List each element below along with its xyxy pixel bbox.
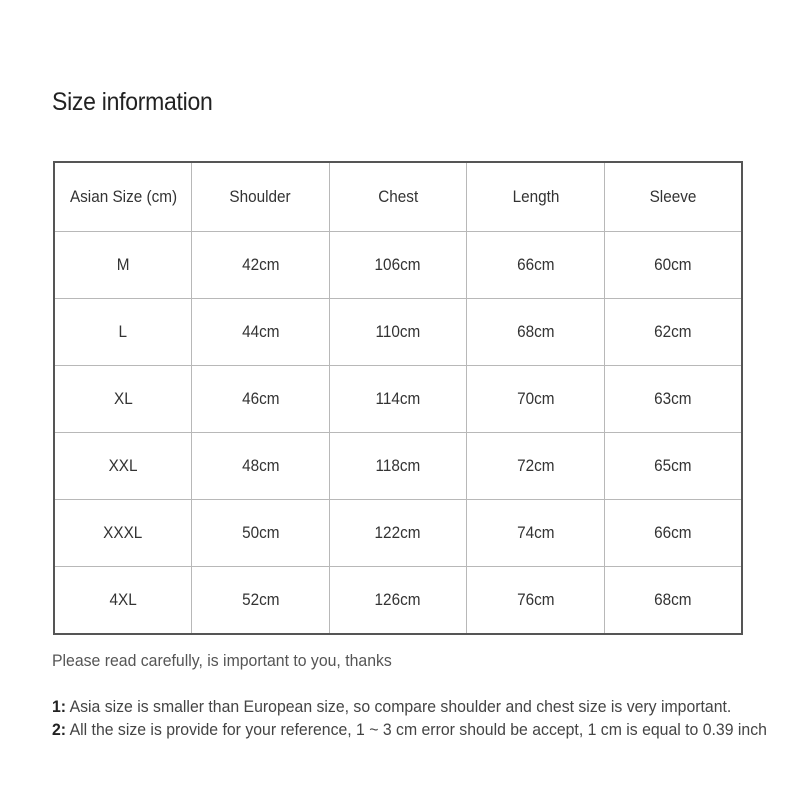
table-row (54, 366, 742, 433)
header-length: Length (467, 162, 605, 232)
length-cell: 76cm (467, 567, 605, 635)
header-asian-size: Asian Size (cm) (54, 162, 192, 232)
note-point-2 (52, 720, 767, 740)
size-cell: M (54, 232, 192, 299)
length-cell: 74cm (467, 500, 605, 567)
sleeve-cell: 68cm (604, 567, 742, 635)
length-cell: 70cm (467, 366, 605, 433)
table-row (54, 433, 742, 500)
size-table (53, 161, 743, 635)
point-text: All the size is provide for your reference, 1 ~ 3 cm error should be accept, 1 cm is equal to 0.39 inch (66, 720, 767, 739)
reading-note: Please read carefully, is important to you, thanks (52, 651, 392, 670)
length-cell: 72cm (467, 433, 605, 500)
table-row (54, 567, 742, 635)
header-chest: Chest (329, 162, 467, 232)
size-cell: XXL (54, 433, 192, 500)
chest-cell: 126cm (329, 567, 467, 635)
sleeve-cell: 63cm (604, 366, 742, 433)
header-shoulder: Shoulder (192, 162, 330, 232)
table-row (54, 232, 742, 299)
sleeve-cell: 65cm (604, 433, 742, 500)
table-header-row (54, 162, 742, 232)
point-number: 2: (52, 720, 67, 739)
length-cell: 66cm (467, 232, 605, 299)
point-text: Asia size is smaller than European size, so compare shoulder and chest size is very important. (66, 697, 732, 716)
sleeve-cell: 60cm (604, 232, 742, 299)
sleeve-cell: 62cm (604, 299, 742, 366)
note-point-1 (52, 697, 731, 717)
size-cell: L (54, 299, 192, 366)
chest-cell: 118cm (329, 433, 467, 500)
point-number: 1: (52, 697, 67, 716)
header-sleeve: Sleeve (604, 162, 742, 232)
length-cell: 68cm (467, 299, 605, 366)
chest-cell: 114cm (329, 366, 467, 433)
shoulder-cell: 52cm (192, 567, 330, 635)
chest-cell: 110cm (329, 299, 467, 366)
page-title: Size information (52, 88, 213, 116)
table-row (54, 299, 742, 366)
shoulder-cell: 48cm (192, 433, 330, 500)
chest-cell: 106cm (329, 232, 467, 299)
shoulder-cell: 44cm (192, 299, 330, 366)
sleeve-cell: 66cm (604, 500, 742, 567)
table-row (54, 500, 742, 567)
size-cell: 4XL (54, 567, 192, 635)
shoulder-cell: 42cm (192, 232, 330, 299)
size-cell: XXXL (54, 500, 192, 567)
chest-cell: 122cm (329, 500, 467, 567)
shoulder-cell: 46cm (192, 366, 330, 433)
size-cell: XL (54, 366, 192, 433)
shoulder-cell: 50cm (192, 500, 330, 567)
